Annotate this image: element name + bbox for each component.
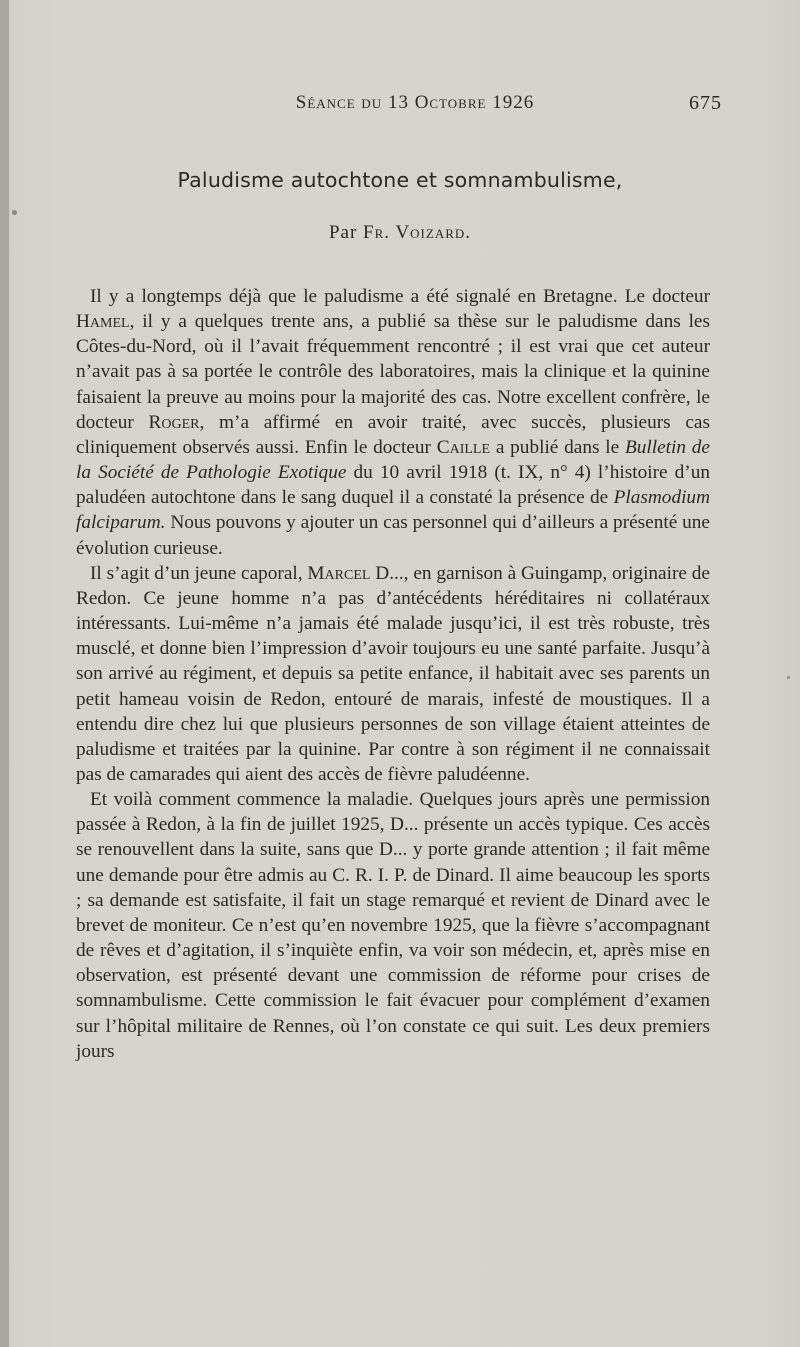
paragraph <box>76 787 710 1064</box>
text-run: , m’a affirmé en avoir traité, avec succès, plusieurs cas cliniquement observés aussi. Enfin le docteur <box>76 411 710 458</box>
proper-name: Marcel <box>307 562 371 584</box>
author-prefix: Par <box>328 222 364 243</box>
author-name: Fr. Voizard. <box>363 222 472 243</box>
paragraph <box>76 284 710 561</box>
italic-text: Plasmodium falciparum. <box>76 487 710 534</box>
text-run: Il y a longtemps déjà que le paludisme a été signalé en Bretagne. Le docteur <box>90 286 710 307</box>
article-body <box>76 284 710 1064</box>
italic-text: Bulletin de la Société de Pathologie Exotique <box>76 436 710 484</box>
text-run: a publié dans le <box>490 436 625 458</box>
paper-speck <box>787 676 790 679</box>
paper-speck <box>12 210 17 215</box>
article-author <box>60 222 740 244</box>
text-run: Nous pouvons y ajouter un cas personnel qui d’ailleurs a présenté une évolution curieuse. <box>76 512 710 559</box>
running-head: Séance du 13 Octobre 1926 <box>295 92 535 113</box>
article-title: Paludisme autochtone et somnambulisme, <box>177 168 623 192</box>
text-run: Il s’agit d’un jeune caporal, <box>90 562 308 584</box>
paragraph <box>76 561 710 787</box>
page-header <box>80 92 720 118</box>
page-spine <box>0 0 9 1347</box>
proper-name: Caille <box>436 436 491 458</box>
text-run: , il y a quelques trente ans, a publié sa thèse sur le paludisme dans les Côtes-du-Nord, où il l’avait fréquemment rencontré ; il est vrai que cet auteur n’avait pas à sa portée le contrôle des laboratoires, mais la clinique et la quinine faisaient la preuve au moins pour la majorité des cas. Notre excellent confrère, le docteur <box>76 311 710 433</box>
proper-name: Roger <box>148 411 200 433</box>
text-run: du 10 avril 1918 (t. IX, n° 4) l’histoire d’un paludéen autochtone dans le sang duquel il a constaté la présence de <box>76 462 710 509</box>
text-run: D..., en garnison à Guingamp, originaire de Redon. Ce jeune homme n’a pas d’antécédents héréditaires ni collatéraux intéressants. Lui-même n’a jamais été malade jusqu’ici, il est très robuste, très musclé, et donne bien l’impression d’avoir toujours eu une santé parfaite. Jusqu’à son arrivé au régiment, et depuis sa petite enfance, il habitait avec ses parents un petit hameau voisin de Redon, entouré de marais, infesté de moustiques. Il a entendu dire chez lui que plusieurs personnes de son village étaient atteintes de paludisme et traitées par la quinine. Par contre à son régiment il ne connaissait pas de camarades qui aient des accès de fièvre paludéenne. <box>76 562 710 785</box>
page-number: 675 <box>689 92 722 114</box>
text-run: Et voilà comment commence la maladie. Quelques jours après une permission passée à Redon, à la fin de juillet 1925, D... présente un accès typique. Ces accès se renouvellent dans la suite, sans que D... y porte grande attention ; il fait même une demande pour être admis au C. R. I. P. de Dinard. Il aime beaucoup les sports ; sa demande est satisfaite, il fait un stage remarqué et revient de Dinard avec le brevet de moniteur. Ce n’est qu’en novembre 1925, que la fièvre s’accompagnant de rêves et d’agitation, il s’inquiète enfin, va voir son médecin, et, après mise en observation, est présenté devant une commission de réforme pour crises de somnambulisme. Cette commission le fait évacuer pour complément d’examen sur l’hôpital militaire de Rennes, où l’on constate ce qui suit. Les deux premiers jours <box>76 789 710 1062</box>
proper-name: Hamel <box>76 311 130 333</box>
